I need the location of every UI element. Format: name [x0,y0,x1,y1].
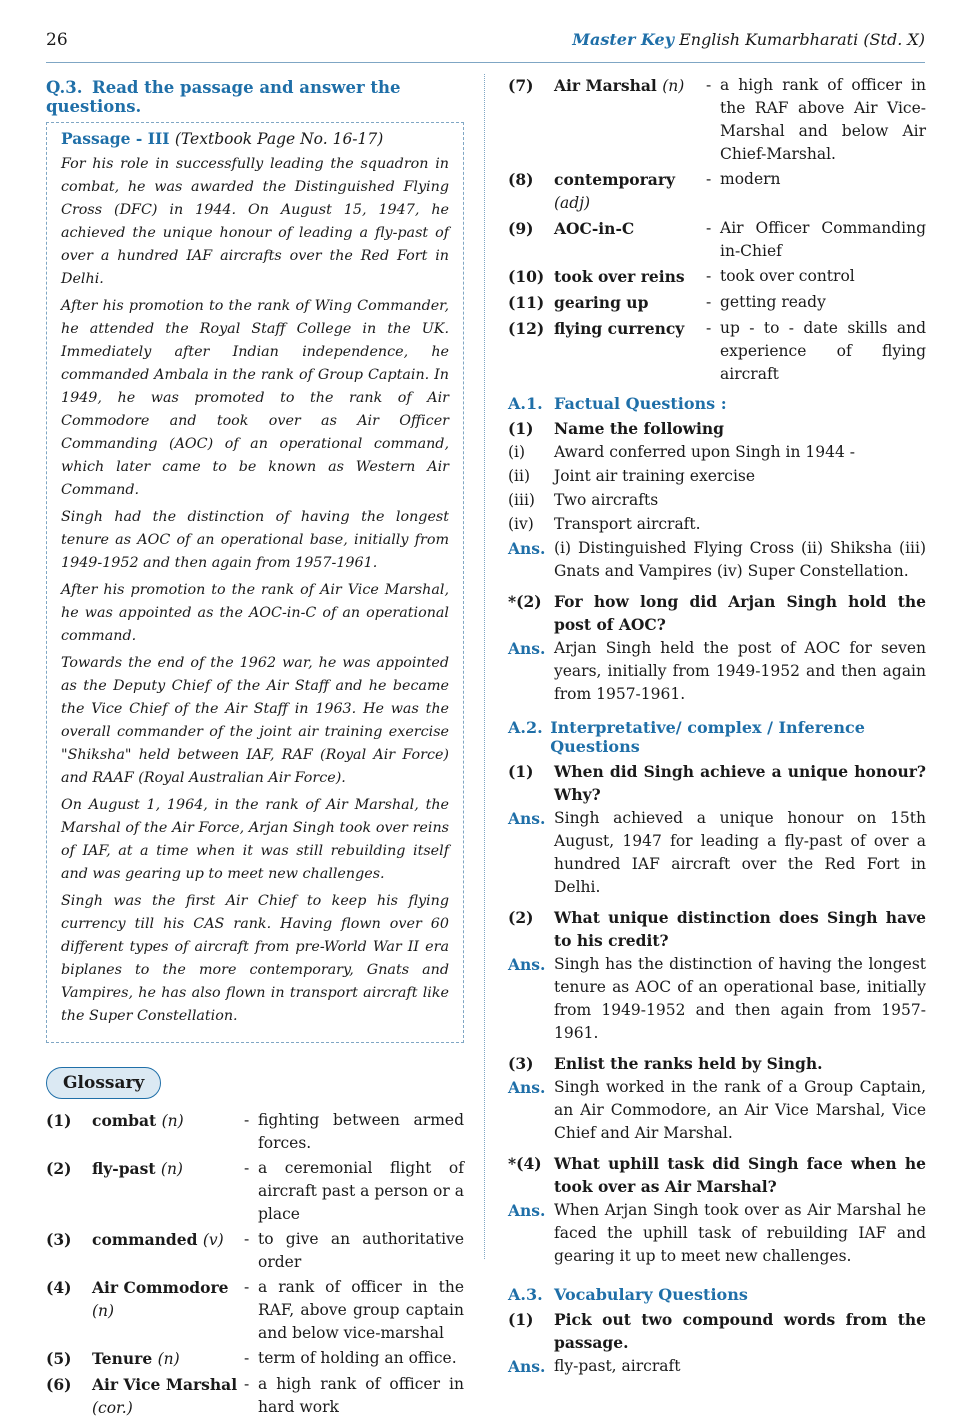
passage-label: Passage - III [61,129,170,148]
glossary-dash: - [706,170,712,188]
glossary-pos: (cor.) [92,1399,133,1417]
glossary-pos: (n) [161,1112,184,1130]
glossary-pos: (v) [202,1231,224,1249]
glossary-heading: Glossary [46,1067,161,1099]
glossary-term-word: fly-past [92,1159,156,1178]
glossary-dash: - [706,267,712,285]
sub-question-text: Two aircrafts [554,491,659,509]
sub-question-item [508,513,926,536]
glossary-pos: (n) [157,1350,180,1368]
glossary-definition: fighting between armed forces. [258,1111,464,1152]
glossary-dash: - [706,319,712,337]
question-heading [46,78,464,116]
glossary-definition: to give an authoritative order [258,1230,464,1271]
sub-question-list [508,441,926,536]
glossary-item [508,317,926,386]
sub-question-number: (i) [508,443,526,461]
passage-paragraph: After his promotion to the rank of Wing Commander, he attended the Royal Staff College in the UK. Immediately after Indian independence, he commanded Ambala in the rank of Group Captain. In 1949, he was promoted to the rank of Air Commodore and took over as Air Officer Commanding (AOC) of an operational command, which later came to be known as Western Air Command. [61,298,449,498]
question-text: Enlist the ranks held by Singh. [554,1054,823,1073]
glossary-dash: - [244,1375,250,1393]
glossary-number: (2) [46,1159,72,1178]
glossary-definition: a rank of officer in the RAF, above group captain and below vice-marshal [258,1278,464,1342]
glossary-number: (3) [46,1230,72,1249]
glossary-term [554,265,706,289]
glossary-list-right [508,74,926,386]
glossary-term-word: contemporary [554,170,676,189]
answer-item [508,1355,926,1378]
glossary-pos: (n) [92,1302,115,1320]
sub-question-number: (iv) [508,515,534,533]
answer-item [508,637,926,706]
glossary-term [554,291,706,315]
question-text: When did Singh achieve a unique honour? Why? [554,762,926,804]
answer-label: Ans. [508,639,546,658]
passage-paragraph: After his promotion to the rank of Air Vice Marshal, he was appointed as the AOC-in-C of an operational command. [61,582,449,644]
section-heading-a2 [508,718,926,756]
question-number: (2) [508,908,534,927]
glossary-definition: getting ready [720,293,826,311]
question-number: (3) [508,1054,534,1073]
question-text: What uphill task did Singh face when he took over as Air Marshal? [554,1154,926,1196]
glossary-pos: (adj) [554,194,591,212]
glossary-term [554,168,706,215]
glossary-definition: term of holding an office. [258,1349,457,1367]
book-prefix: Master Key [572,30,674,49]
sub-question-number: (iii) [508,491,535,509]
answer-label: Ans. [508,1078,546,1097]
question-item [508,1052,926,1075]
glossary-term [554,217,706,263]
section-heading-a1 [508,394,926,413]
glossary-item [508,265,926,289]
section-label: A.1. [508,394,543,413]
glossary-number: (10) [508,267,545,286]
glossary-item [508,168,926,215]
answer-text: Arjan Singh held the post of AOC for seven years, initially from 1949-1952 and then again from 1957-1961. [554,639,926,703]
glossary-item [508,74,926,166]
question-item [508,1308,926,1354]
section-title: Vocabulary Questions [554,1285,748,1304]
glossary-item [46,1276,464,1345]
question-item [508,760,926,806]
glossary-number: (6) [46,1375,72,1394]
question-number: (1) [508,1310,534,1329]
passage-ref: (Textbook Page No. 16-17) [174,130,384,148]
answer-item [508,1076,926,1145]
section-label: A.3. [508,1285,543,1304]
glossary-term-word: Air Marshal [554,76,657,95]
glossary-term-word: Air Commodore [92,1278,229,1297]
glossary-number: (4) [46,1278,72,1297]
passage-paragraph: Towards the end of the 1962 war, he was appointed as the Deputy Chief of the Air Staff and he became the Vice Chief of the Air Staff in 1963. He was the overall commander of the joint air training exercise "Shiksha" held between IAF, RAF (Royal Air Force) and RAAF (Royal Australian Air Force). [61,655,449,786]
glossary-dash: - [244,1111,250,1129]
section-label: A.2. [508,718,543,737]
glossary-number: (12) [508,319,545,338]
glossary-term [92,1109,244,1155]
sub-question-item [508,489,926,512]
answer-text: When Arjan Singh took over as Air Marshal he faced the uphill task of rebuilding IAF and gearing it up to meet new challenges. [554,1201,926,1265]
book-title: English Kumarbharati (Std. X) [679,30,925,49]
passage-box [46,122,464,1043]
question-text: Read the passage and answer the questions. [46,78,401,116]
sub-question-number: (ii) [508,467,531,485]
glossary-term [92,1228,244,1274]
passage-paragraph: For his role in successfully leading the squadron in combat, he was awarded the Distinguished Flying Cross (DFC) in 1944. On August 15, 1947, he achieved the unique honour of leading a fly-past of over a hundred IAF aircrafts over the Red Fort in Delhi. [61,156,449,287]
glossary-term [92,1347,244,1371]
question-number: (1) [508,419,534,438]
glossary-item [508,217,926,263]
glossary-term-word: flying currency [554,319,685,338]
glossary-item [46,1347,464,1371]
glossary-item [508,291,926,315]
glossary-term-word: took over reins [554,267,685,286]
question-text: Pick out two compound words from the passage. [554,1310,926,1352]
glossary-term-word: AOC-in-C [554,219,635,238]
answer-label: Ans. [508,809,546,828]
glossary-item [46,1109,464,1155]
glossary-number: (7) [508,76,534,95]
glossary-item [46,1157,464,1226]
glossary-number: (11) [508,293,545,312]
passage-paragraph: On August 1, 1964, in the rank of Air Marshal, the Marshal of the Air Force, Arjan Singh took over reins of IAF, at a time when it was still rebuilding itself and was gearing up to meet new challenges. [61,797,449,882]
answer-text: Singh worked in the rank of a Group Captain, an Air Commodore, an Air Vice Marshal, Vice Chief and Air Marshal. [554,1078,926,1142]
glossary-item [46,1373,464,1420]
left-column [46,74,464,1422]
glossary-term [92,1157,244,1226]
running-head [572,30,925,49]
section-title: Factual Questions : [554,394,727,413]
question-item [508,1152,926,1198]
sub-question-text: Joint air training exercise [554,467,756,485]
answer-label: Ans. [508,1201,546,1220]
section-heading-a3 [508,1285,926,1304]
passage-title [61,127,449,151]
sub-question-text: Award conferred upon Singh in 1944 - [554,443,856,461]
question-text: Name the following [554,419,725,438]
glossary-term-word: gearing up [554,293,649,312]
glossary-term-word: Air Vice Marshal [92,1375,238,1394]
answer-label: Ans. [508,539,546,558]
header-rule [46,62,925,63]
glossary-term [92,1373,244,1420]
glossary-term [554,317,706,386]
glossary-term [92,1276,244,1345]
answer-text: Singh has the distinction of having the longest tenure as AOC of an operational base, initially from 1949-1952 and then again from 1957-1961. [554,955,926,1042]
question-text: For how long did Arjan Singh hold the post of AOC? [554,592,926,634]
answer-label: Ans. [508,1357,546,1376]
column-divider [484,74,485,1259]
sub-question-text: Transport aircraft. [554,515,701,533]
sub-question-item [508,441,926,464]
glossary-number: (9) [508,219,534,238]
glossary-term-word: combat [92,1111,157,1130]
glossary-definition: a high rank of officer in hard work [258,1375,464,1416]
answer-item [508,1199,926,1268]
qa-list [508,760,926,1275]
glossary-item [46,1228,464,1274]
passage-paragraph: Singh was the first Air Chief to keep his flying currency till his CAS rank. Having flown over 60 different types of aircraft from pre-World War II era biplanes to the more contemporary, Gnats and Vampires, he has also flown in transport aircraft like the Super Constellation. [61,893,449,1024]
answer-label: Ans. [508,955,546,974]
glossary-definition: a high rank of officer in the RAF above Air Vice-Marshal and below Air Chief-Marshal. [720,76,926,163]
glossary-number: (5) [46,1349,72,1368]
right-column [508,74,926,1379]
glossary-dash: - [706,76,712,94]
glossary-definition: modern [720,170,781,188]
question-text: What unique distinction does Singh have to his credit? [554,908,926,950]
answer-item [508,953,926,1045]
glossary-pos: (n) [160,1160,183,1178]
glossary-pos: (n) [662,77,685,95]
glossary-term-word: Tenure [92,1349,153,1368]
glossary-number: (8) [508,170,534,189]
sub-question-item [508,465,926,488]
glossary-term-word: commanded [92,1230,198,1249]
glossary-definition: up - to - date skills and experience of flying aircraft [720,319,926,383]
question-number: *(2) [508,592,542,611]
glossary-definition: took over control [720,267,855,285]
glossary-number: (1) [46,1111,72,1130]
question-item [508,590,926,636]
question-number: (1) [508,762,534,781]
glossary-dash: - [244,1349,250,1367]
answer-text: fly-past, aircraft [554,1357,681,1375]
question-item [508,906,926,952]
glossary-dash: - [706,293,712,311]
answer-item [508,537,926,583]
glossary-dash: - [706,219,712,237]
glossary-dash: - [244,1230,250,1248]
page-number: 26 [46,30,68,50]
answer-item [508,807,926,899]
section-title: Interpretative/ complex / Inference Questions [550,718,865,756]
question-number: Q.3. [46,78,83,97]
passage-paragraph: Singh had the distinction of having the longest tenure as AOC of an operational base, initially from 1949-1952 and then again from 1957-1961. [61,509,449,571]
glossary-term [554,74,706,166]
glossary-definition: a ceremonial flight of aircraft past a person or a place [258,1159,464,1223]
glossary-dash: - [244,1278,250,1296]
glossary-list-left [46,1109,464,1420]
question-number: *(4) [508,1154,542,1173]
answer-text: (i) Distinguished Flying Cross (ii) Shiksha (iii) Gnats and Vampires (iv) Super Constellation. [554,539,926,580]
question-item [508,417,926,440]
glossary-dash: - [244,1159,250,1177]
answer-text: Singh achieved a unique honour on 15th August, 1947 for leading a fly-past of over a hundred IAF aircraft over the Red Fort in Delhi. [554,809,926,896]
glossary-definition: Air Officer Commanding in-Chief [720,219,926,260]
